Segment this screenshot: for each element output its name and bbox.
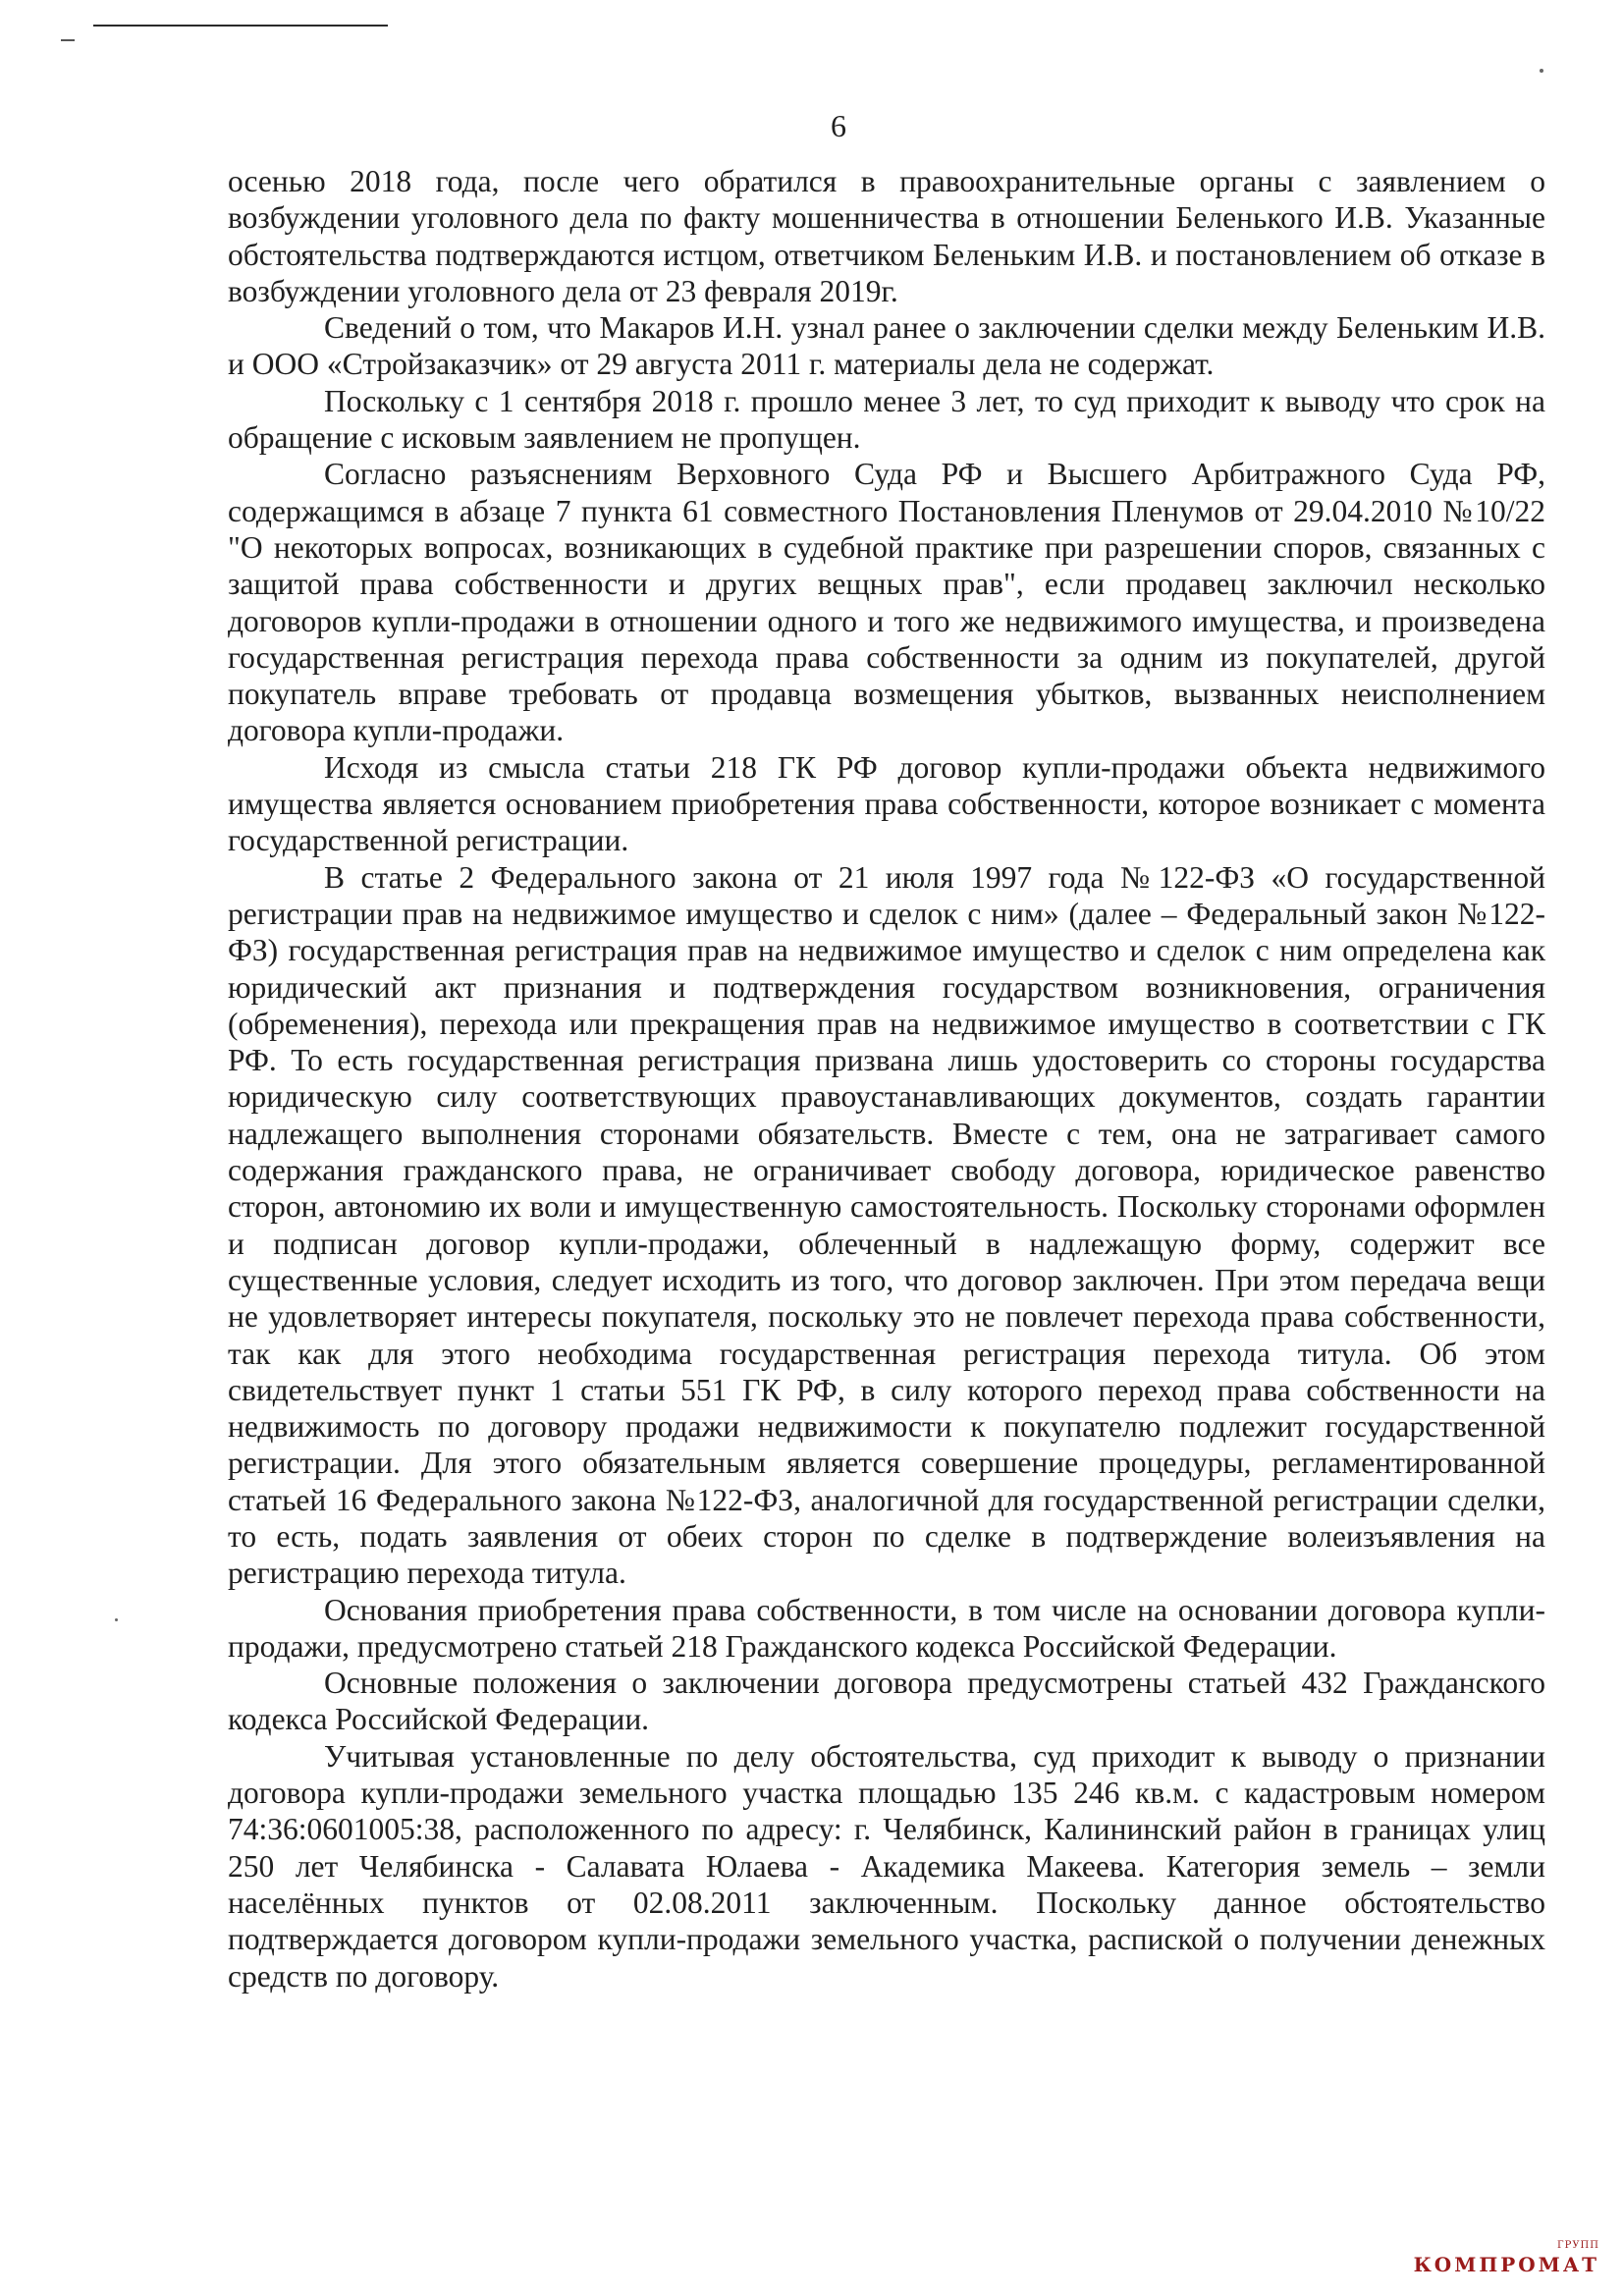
watermark	[1413, 2240, 1599, 2276]
page-number: 6	[831, 108, 846, 143]
paragraph-2: Сведений о том, что Макаров И.Н. узнал ранее о заключении сделки между Беленьким И.В. и ООО «Стройзаказчик» от 29 августа 2011 г. материалы дела не содержат.	[228, 310, 1545, 382]
margin-mark	[61, 39, 75, 41]
document-body	[228, 163, 1545, 1995]
scan-speck	[1540, 69, 1543, 73]
watermark-text: КОМПРОМАТ	[1413, 2253, 1599, 2276]
top-rule	[93, 25, 388, 27]
paragraph-5: Исходя из смысла статьи 218 ГК РФ договор купли-продажи объекта недвижимого имущества является основанием приобретения права собственности, которое возникает с момента государственной регистрации.	[228, 749, 1545, 858]
watermark-small-text: ГРУПП	[1556, 2240, 1599, 2251]
paragraph-6: В статье 2 Федерального закона от 21 июля 1997 года №122-ФЗ «О государственной регистрации прав на недвижимое имущество и сделок с ним» (далее – Федеральный закон №122-ФЗ) государственная регистрация прав на недвижимое имущество и сделок с ним определена как юридический акт признания и подтверждения государством возникновения, ограничения (обременения), перехода или прекращения прав на недвижимое имущество в соответствии с ГК РФ. То есть государственная регистрация призвана лишь удостоверить со стороны государства юридическую силу соответствующих правоустанавливающих документов, создать гарантии надлежащего выполнения сторонами обязательств. Вместе с тем, она не затрагивает самого содержания гражданского права, не ограничивает свободу договора, юридическое равенство сторон, автономию их воли и имущественную самостоятельность. Поскольку сторонами оформлен и подписан договор купли-продажи, облеченный в надлежащую форму, содержит все существенные условия, следует исходить из того, что договор заключен. При этом передача вещи не удовлетворяет интересы покупателя, поскольку это не повлечет перехода права собственности, так как для этого необходима государственная регистрация перехода титула. Об этом свидетельствует пункт 1 статьи 551 ГК РФ, в силу которого переход права собственности на недвижимость по договору продажи недвижимости к покупателю подлежит государственной регистрации. Для этого обязательным является совершение процедуры, регламентированной статьей 16 Федерального закона №122-ФЗ, аналогичной для государственной регистрации сделки, то есть, подать заявления от обеих сторон по сделке в подтверждение волеизъявления на регистрацию перехода титула.	[228, 859, 1545, 1591]
scan-speck	[115, 1618, 118, 1621]
paragraph-4: Согласно разъяснениям Верховного Суда РФ и Высшего Арбитражного Суда РФ, содержащимся в абзаце 7 пункта 61 совместного Постановления Пленумов от 29.04.2010 №10/22 "О некоторых вопросах, возникающих в судебной практике при разрешении споров, связанных с защитой права собственности и других вещных прав", если продавец заключил несколько договоров купли-продажи в отношении одного и того же недвижимого имущества, и произведена государственная регистрация перехода права собственности за одним из покупателей, другой покупатель вправе требовать от продавца возмещения убытков, вызванных неисполнением договора купли-продажи.	[228, 457, 1545, 748]
paragraph-7: Основания приобретения права собственности, в том числе на основании договора купли-продажи, предусмотрено статьей 218 Гражданского кодекса Российской Федерации.	[228, 1592, 1545, 1664]
paragraph-1: осенью 2018 года, после чего обратился в правоохранительные органы с заявлением о возбуждении уголовного дела по факту мошенничества в отношении Беленького И.В. Указанные обстоятельства подтверждаются истцом, ответчиком Беленьким И.В. и постановлением об отказе в возбуждении уголовного дела от 23 февраля 2019г.	[228, 164, 1545, 308]
paragraph-8: Основные положения о заключении договора предусмотрены статьей 432 Гражданского кодекса Российской Федерации.	[228, 1666, 1545, 1737]
paragraph-3: Поскольку с 1 сентября 2018 г. прошло менее 3 лет, то суд приходит к выводу что срок на обращение с исковым заявлением не пропущен.	[228, 383, 1545, 456]
paragraph-9: Учитывая установленные по делу обстоятельства, суд приходит к выводу о признании договора купли-продажи земельного участка площадью 135 246 кв.м. с кадастровым номером 74:36:0601005:38, расположенного по адресу: г. Челябинск, Калининский район в границах улиц 250 лет Челябинска - Салавата Юлаева - Академика Макеева. Категория земель – земли населённых пунктов от 02.08.2011 заключенным. Поскольку данное обстоятельство подтверждается договором купли-продажи земельного участка, распиской о получении денежных средств по договору.	[228, 1738, 1545, 1994]
